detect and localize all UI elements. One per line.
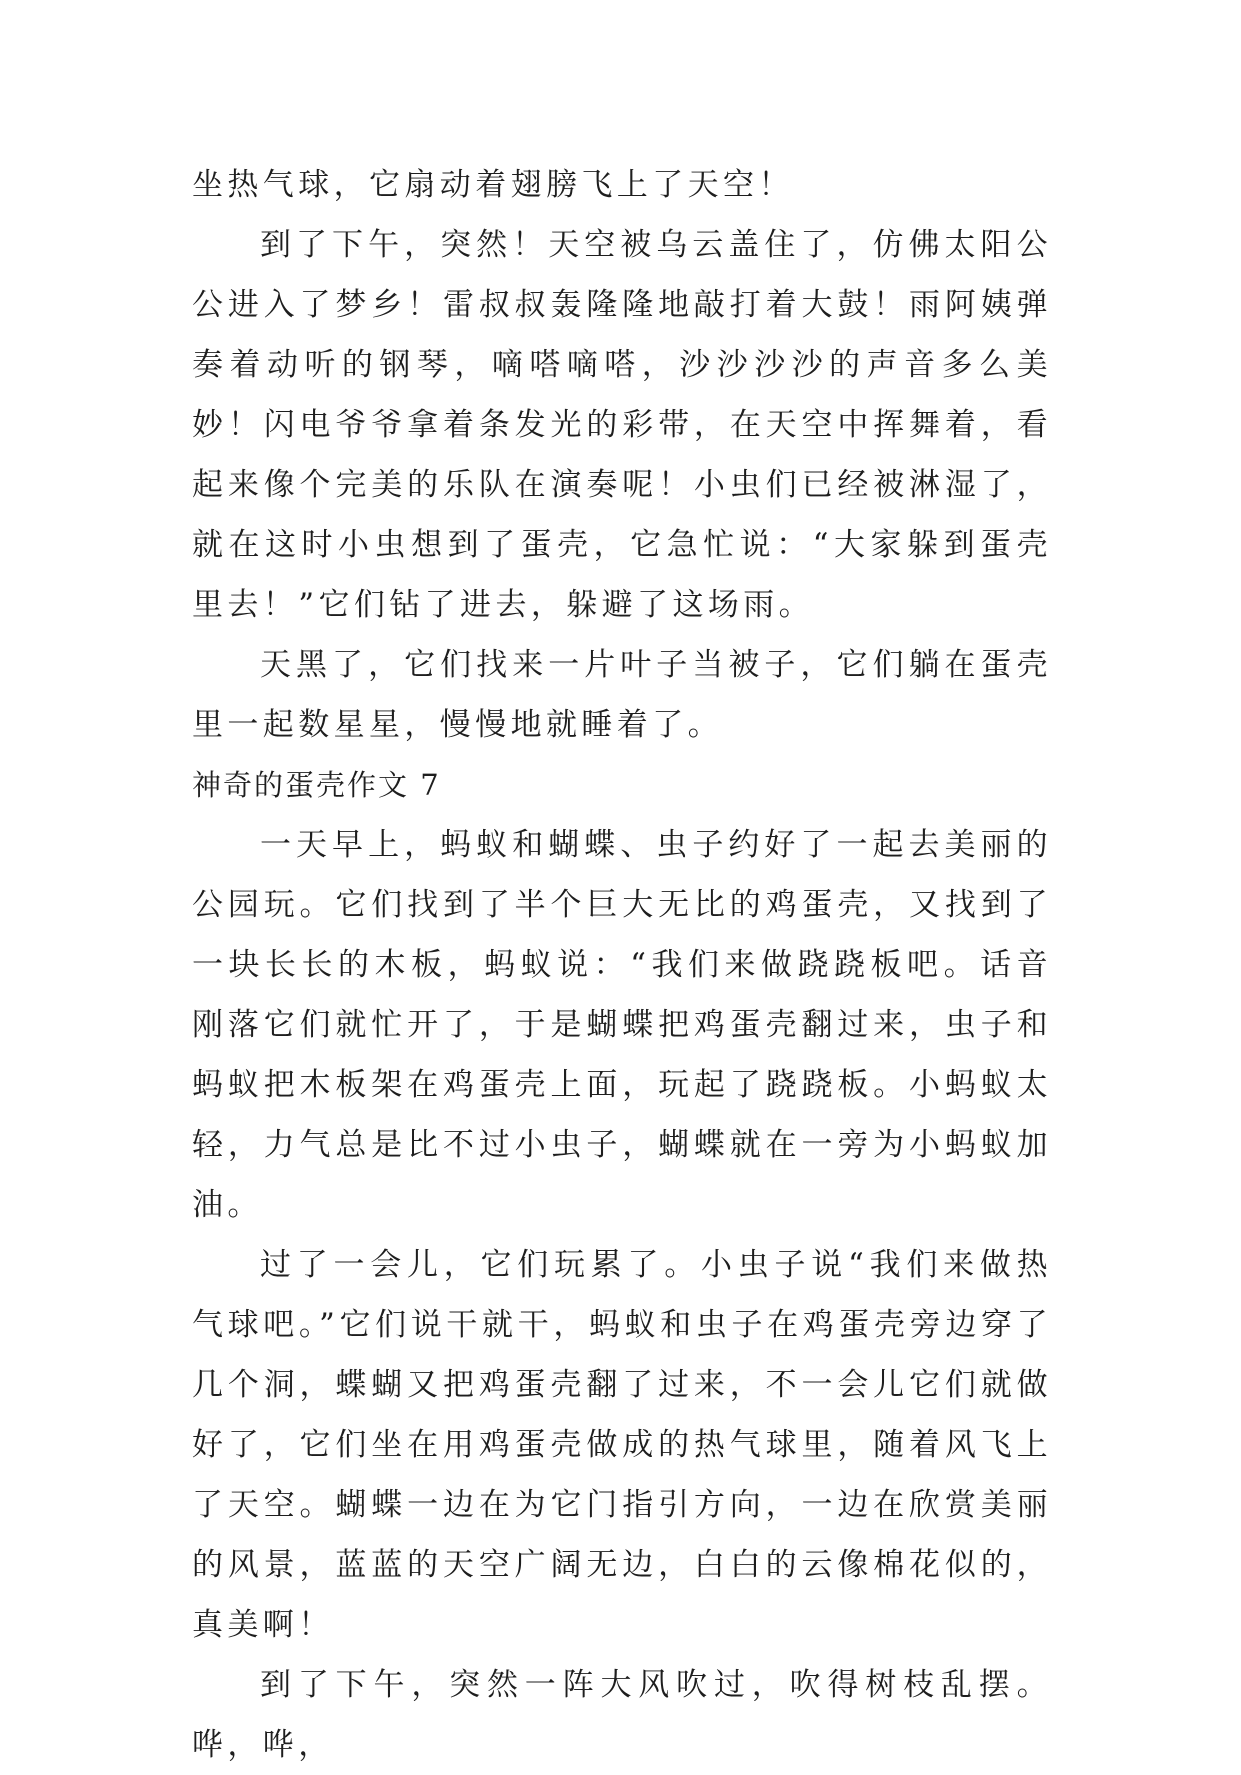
- essay-heading: 神奇的蛋壳作文 7: [192, 768, 441, 802]
- paragraph-hot-air-balloon: 过了一会儿，它们玩累了。小虫子说“我们来做热气球吧。”它们说干就干，蚂蚁和虫子在鸡蛋壳旁边穿了几个洞，蝶蝴又把鸡蛋壳翻了过来，不一会儿它们就做好了，它们坐在用鸡蛋壳做成的热气球里，随着风飞上了天空。蝴蝶一边在为它门指引方向，一边在欣赏美丽的风景，蓝蓝的天空广阔无边，白白的云像棉花似的，真美啊！: [192, 1247, 1052, 1643]
- document-page: [192, 155, 1052, 1775]
- paragraph-afternoon-storm: 到了下午，突然！天空被乌云盖住了，仿佛太阳公公进入了梦乡！雷叔叔轰隆隆地敲打着大鼓！雨阿姨弹奏着动听的钢琴，嘀嗒嘀嗒，沙沙沙沙的声音多么美妙！闪电爷爷拿着条发光的彩带，在天空中挥舞着，看起来像个完美的乐队在演奏呢！小虫们已经被淋湿了，就在这时小虫想到了蛋壳，它急忙说：“大家躲到蛋壳里去！”它们钻了进去，躲避了这场雨。: [192, 227, 1052, 623]
- paragraph-morning-seesaw: 一天早上，蚂蚁和蝴蝶、虫子约好了一起去美丽的公园玩。它们找到了半个巨大无比的鸡蛋壳，又找到了一块长长的木板，蚂蚁说：“我们来做跷跷板吧。话音刚落它们就忙开了，于是蝴蝶把鸡蛋壳翻过来，虫子和蚂蚁把木板架在鸡蛋壳上面，玩起了跷跷板。小蚂蚁太轻，力气总是比不过小虫子，蝴蝶就在一旁为小蚂蚁加油。: [192, 827, 1052, 1223]
- paragraph-afternoon-wind: 到了下午，突然一阵大风吹过，吹得树枝乱摆。哗，哗，: [192, 1667, 1052, 1763]
- paragraph-continuation: 坐热气球，它扇动着翅膀飞上了天空！: [192, 167, 794, 203]
- paragraph-night: 天黑了，它们找来一片叶子当被子，它们躺在蛋壳里一起数星星，慢慢地就睡着了。: [192, 647, 1052, 743]
